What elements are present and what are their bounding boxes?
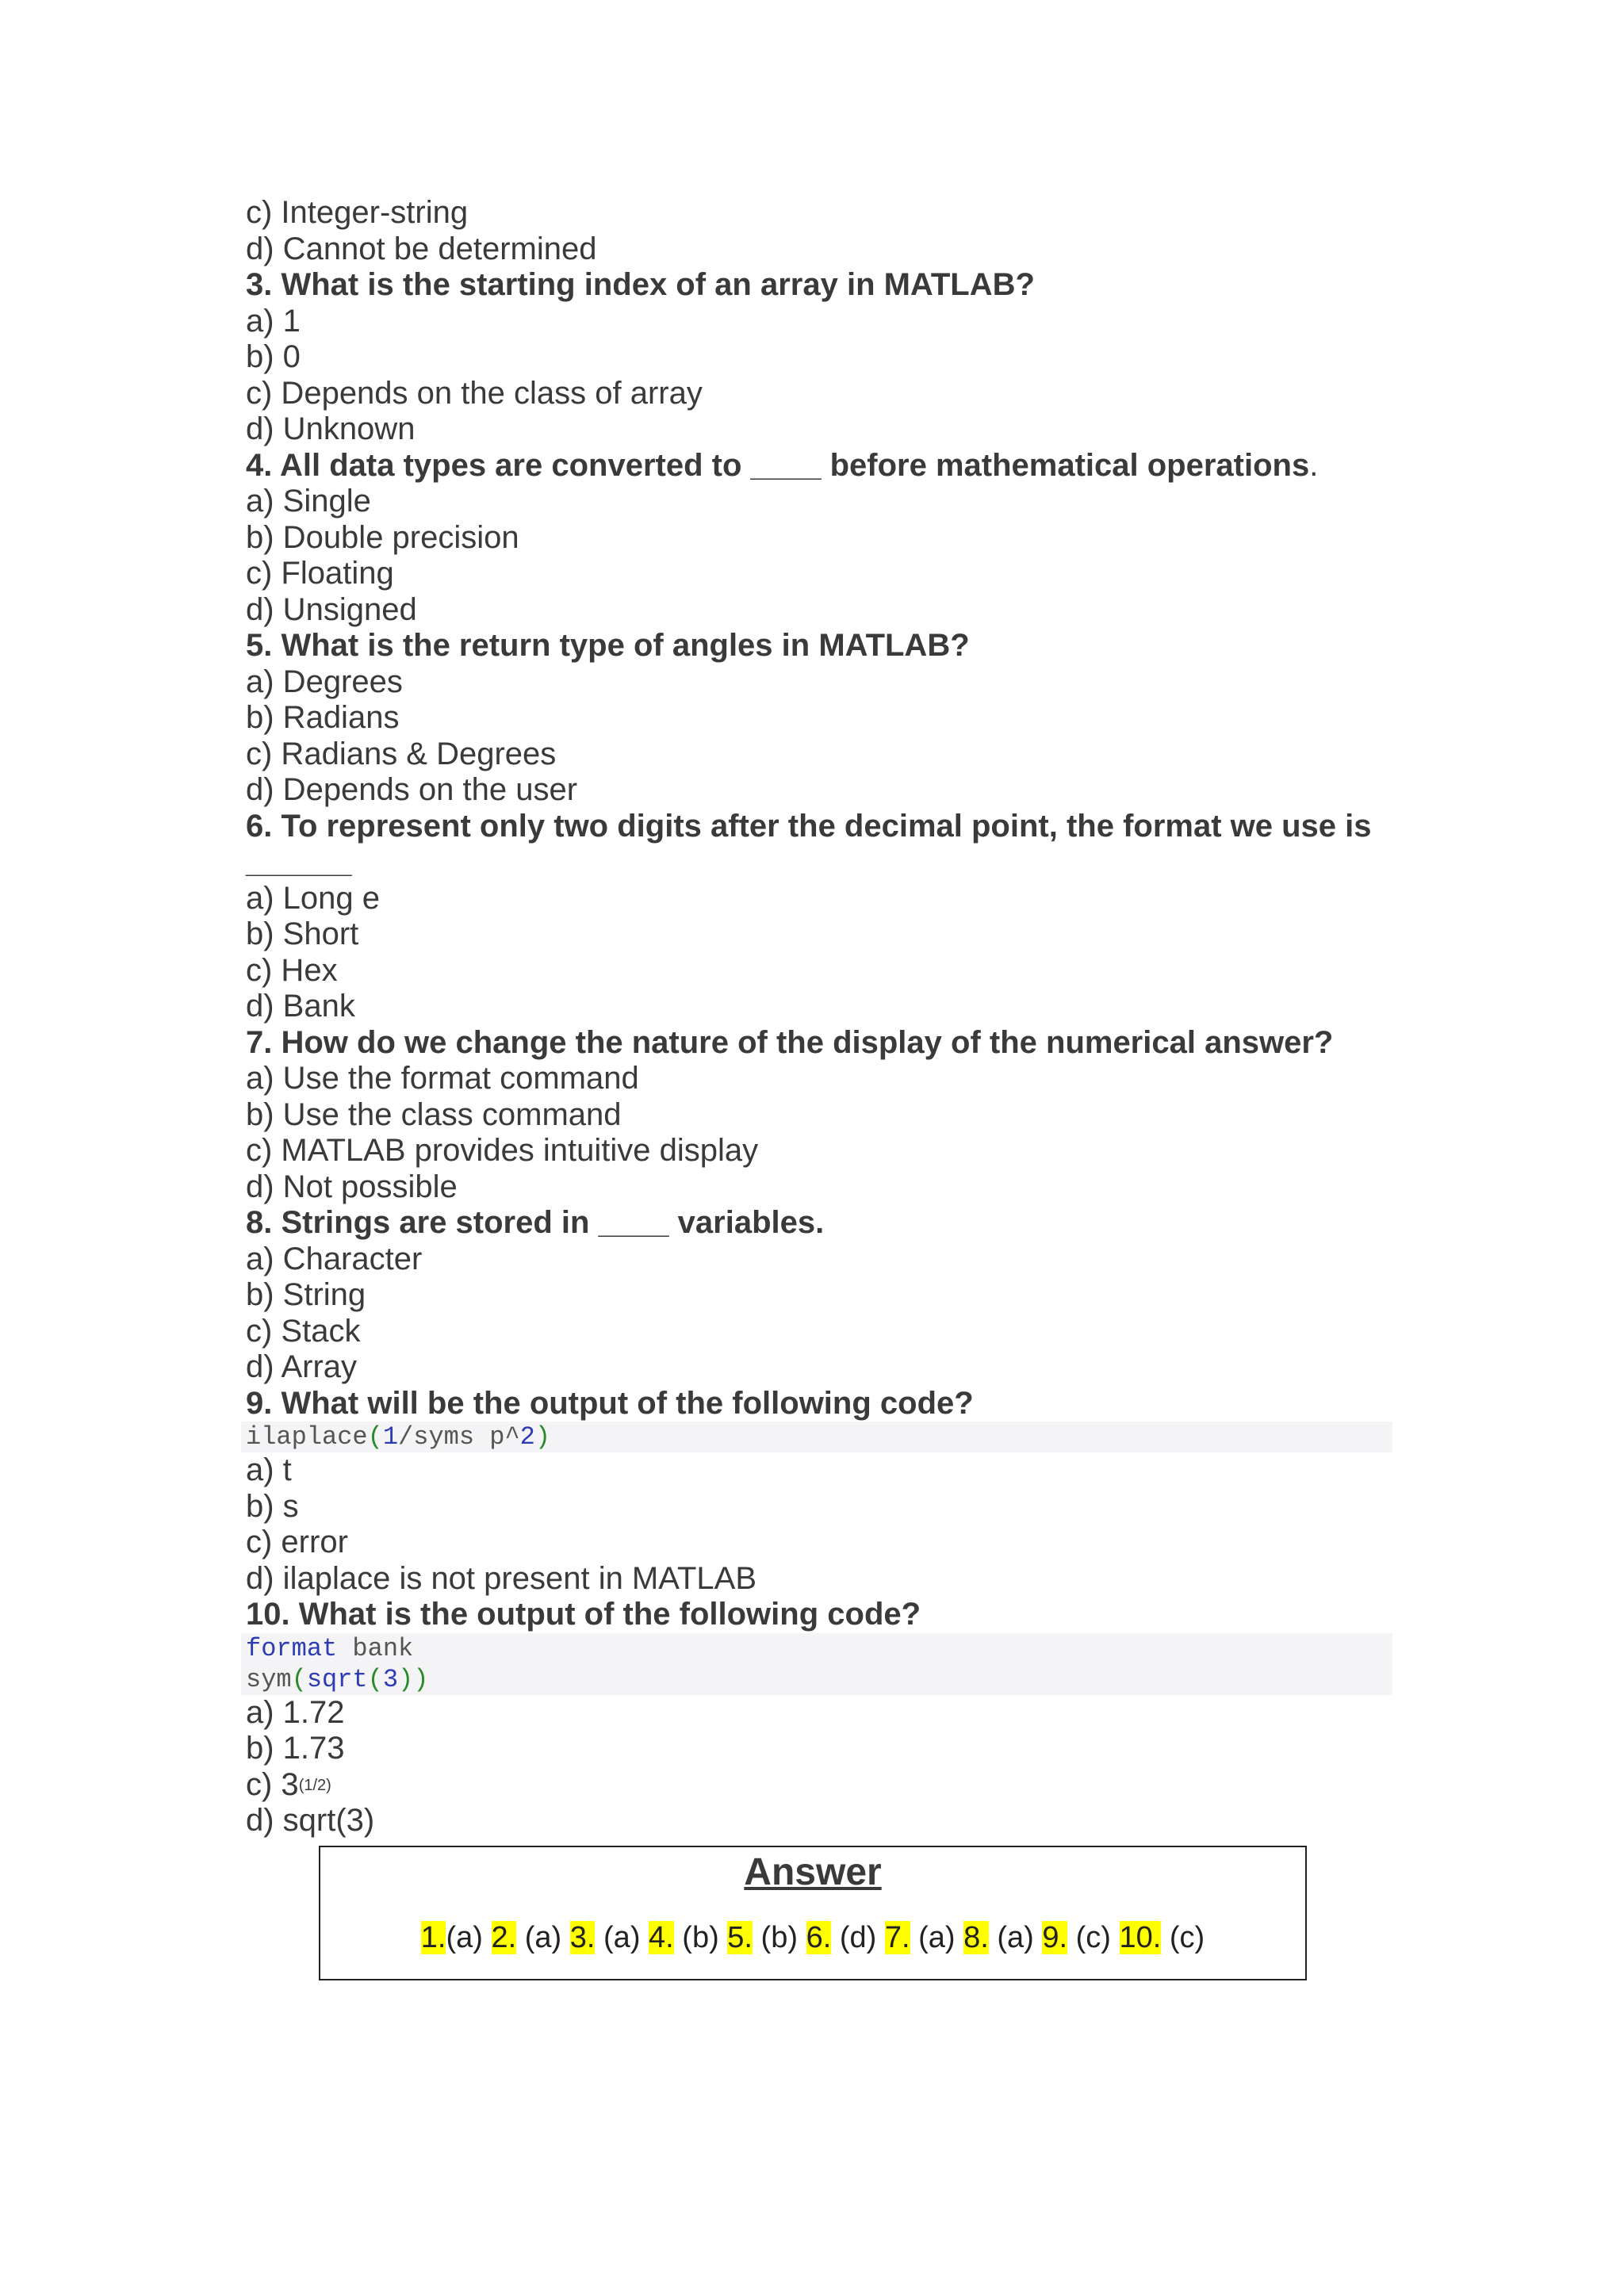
line-text: 4. All data types are converted to ____ before mathematical operations: [246, 447, 1310, 483]
code-token: )): [398, 1664, 429, 1694]
option-text: [246, 376, 1388, 412]
code-token: bank: [337, 1633, 414, 1663]
question-text: [246, 1205, 1388, 1242]
code-token: ): [534, 1422, 551, 1452]
option-text: [246, 1061, 1388, 1097]
code-line: [246, 1664, 1388, 1695]
answer-number: 6.: [806, 1921, 832, 1954]
question-text: [246, 1597, 1388, 1633]
answer-number: 4.: [649, 1921, 674, 1954]
line-text: c) Radians & Degrees: [246, 736, 557, 771]
line-text: a) Degrees: [246, 664, 403, 699]
question-text: [246, 1025, 1388, 1062]
answer-number: 1.: [420, 1921, 446, 1954]
option-text: [246, 1169, 1388, 1206]
answer-choice: (b): [673, 1921, 719, 1954]
option-text: [246, 1097, 1388, 1134]
line-text: 7. How do we change the nature of the display of the numerical answer?: [246, 1024, 1334, 1060]
line-text: d) ilaplace is not present in MATLAB: [246, 1560, 757, 1596]
option-text: [246, 484, 1388, 520]
question-text: [246, 1386, 1388, 1422]
answer-choice: (c): [1161, 1921, 1205, 1954]
line-text: a) 1: [246, 303, 301, 339]
line-text: 6. To represent only two digits after the decimal point, the format we use is: [246, 808, 1372, 844]
answer-number: 5.: [727, 1921, 753, 1954]
line-text: 3. What is the starting index of an array in MATLAB?: [246, 267, 1035, 302]
line-text: 9. What will be the output of the following code?: [246, 1385, 974, 1421]
line-text: d) Array: [246, 1349, 358, 1384]
line-text: b) Double precision: [246, 519, 519, 555]
option-text: [246, 989, 1388, 1025]
option-text: [246, 520, 1388, 557]
code-token: 2: [519, 1422, 535, 1452]
code-token: /syms p^: [398, 1422, 520, 1452]
option-text: [246, 1349, 1388, 1386]
code-line: [246, 1422, 1388, 1452]
answer-choice: (a): [910, 1921, 956, 1954]
option-text: [246, 772, 1388, 809]
answer-choice: (a): [988, 1921, 1034, 1954]
answer-key: [320, 1919, 1305, 1957]
line-text: b) String: [246, 1277, 366, 1312]
answer-choice: (d): [831, 1921, 877, 1954]
line-suffix: .: [1309, 447, 1319, 483]
line-text: c) Depends on the class of array: [246, 375, 703, 411]
option-text: [246, 1803, 1388, 1839]
line-text: c) error: [246, 1525, 348, 1559]
option-text: [246, 556, 1388, 592]
code-token: format: [246, 1633, 338, 1663]
line-text: d) Unknown: [246, 411, 416, 446]
line-text: a) Single: [246, 484, 371, 519]
line-text: c) MATLAB provides intuitive display: [246, 1133, 759, 1168]
code-token: 1: [382, 1422, 399, 1452]
option-text: [246, 1731, 1388, 1767]
option-text: [246, 1695, 1388, 1732]
code-token: (: [367, 1422, 383, 1452]
line-text: b) s: [246, 1488, 299, 1524]
superscript: (1/2): [298, 1776, 331, 1794]
line-text: c) Hex: [246, 952, 338, 988]
answer-choice: (c): [1067, 1921, 1111, 1954]
answer-number: 9.: [1042, 1921, 1068, 1954]
answer-number: 8.: [963, 1921, 989, 1954]
line-text: d) Depends on the user: [246, 772, 578, 807]
option-text: [246, 916, 1388, 953]
line-text: a) Use the format command: [246, 1061, 639, 1096]
line-text: c) Integer-string: [246, 195, 469, 230]
code-token: (: [291, 1664, 307, 1694]
answer-title: Answer: [744, 1851, 882, 1893]
line-text: c) Floating: [246, 556, 394, 591]
option-text: [246, 664, 1388, 701]
line-text: c) Stack: [246, 1313, 361, 1349]
option-text: [246, 1314, 1388, 1350]
line-text: ______: [246, 844, 352, 879]
question-text: [246, 448, 1388, 484]
quiz-content: [246, 195, 1388, 1839]
line-text: b) 1.73: [246, 1731, 345, 1766]
option-text: [246, 195, 1388, 232]
line-text: d) Bank: [246, 989, 355, 1024]
option-text: [246, 1242, 1388, 1278]
line-text: d) Not possible: [246, 1169, 458, 1204]
option-text: [246, 304, 1388, 340]
line-text: a) Character: [246, 1241, 423, 1276]
line-text: b) Radians: [246, 700, 400, 735]
code-line: [246, 1633, 1388, 1664]
option-text: [246, 339, 1388, 376]
option-text: [246, 953, 1388, 989]
line-text: b) Short: [246, 916, 359, 951]
option-text: [246, 1525, 1388, 1561]
line-text: 8. Strings are stored in ____ variables.: [246, 1205, 825, 1240]
option-text: [246, 592, 1388, 629]
option-text: [246, 1277, 1388, 1314]
code-token: sym: [246, 1664, 292, 1694]
code-token: sqrt: [306, 1664, 368, 1694]
answer-choice: (b): [753, 1921, 798, 1954]
option-text: [246, 737, 1388, 773]
code-token: (: [367, 1664, 383, 1694]
answer-number: 2.: [491, 1921, 517, 1954]
option-text: [246, 1767, 1388, 1804]
code-token: 3: [382, 1664, 399, 1694]
line-text: a) Long e: [246, 880, 381, 916]
option-text: [246, 1561, 1388, 1598]
line-text: d) Cannot be determined: [246, 231, 597, 266]
code-token: ilaplace: [246, 1422, 368, 1452]
line-text: a) t: [246, 1452, 292, 1487]
option-text: [246, 881, 1388, 917]
answer-choice: (a): [595, 1921, 641, 1954]
answer-number: 10.: [1119, 1921, 1162, 1954]
line-text: b) Use the class command: [246, 1096, 622, 1132]
option-text: [246, 1452, 1388, 1489]
answer-choice: (a): [516, 1921, 562, 1954]
answer-number: 3.: [569, 1921, 596, 1954]
code-block: [241, 1633, 1392, 1695]
option-text: [246, 1489, 1388, 1525]
code-block: [241, 1422, 1392, 1452]
question-text: [246, 809, 1388, 845]
answer-choice: (a): [446, 1921, 483, 1954]
question-text: [246, 628, 1388, 664]
option-text: [246, 1133, 1388, 1169]
answer-number: 7.: [884, 1921, 910, 1954]
option-text: [246, 700, 1388, 737]
line-text: d) sqrt(3): [246, 1803, 375, 1838]
question-text: [246, 267, 1388, 304]
line-text: a) 1.72: [246, 1694, 345, 1730]
question-text: [246, 844, 1388, 881]
line-text: 5. What is the return type of angles in MATLAB?: [246, 628, 970, 663]
answer-box: [319, 1846, 1307, 1980]
line-text: b) 0: [246, 339, 301, 374]
line-text: 10. What is the output of the following code?: [246, 1597, 921, 1632]
option-text: [246, 232, 1388, 268]
line-text: c) 3: [246, 1766, 299, 1802]
option-text: [246, 411, 1388, 448]
line-text: d) Unsigned: [246, 591, 417, 627]
